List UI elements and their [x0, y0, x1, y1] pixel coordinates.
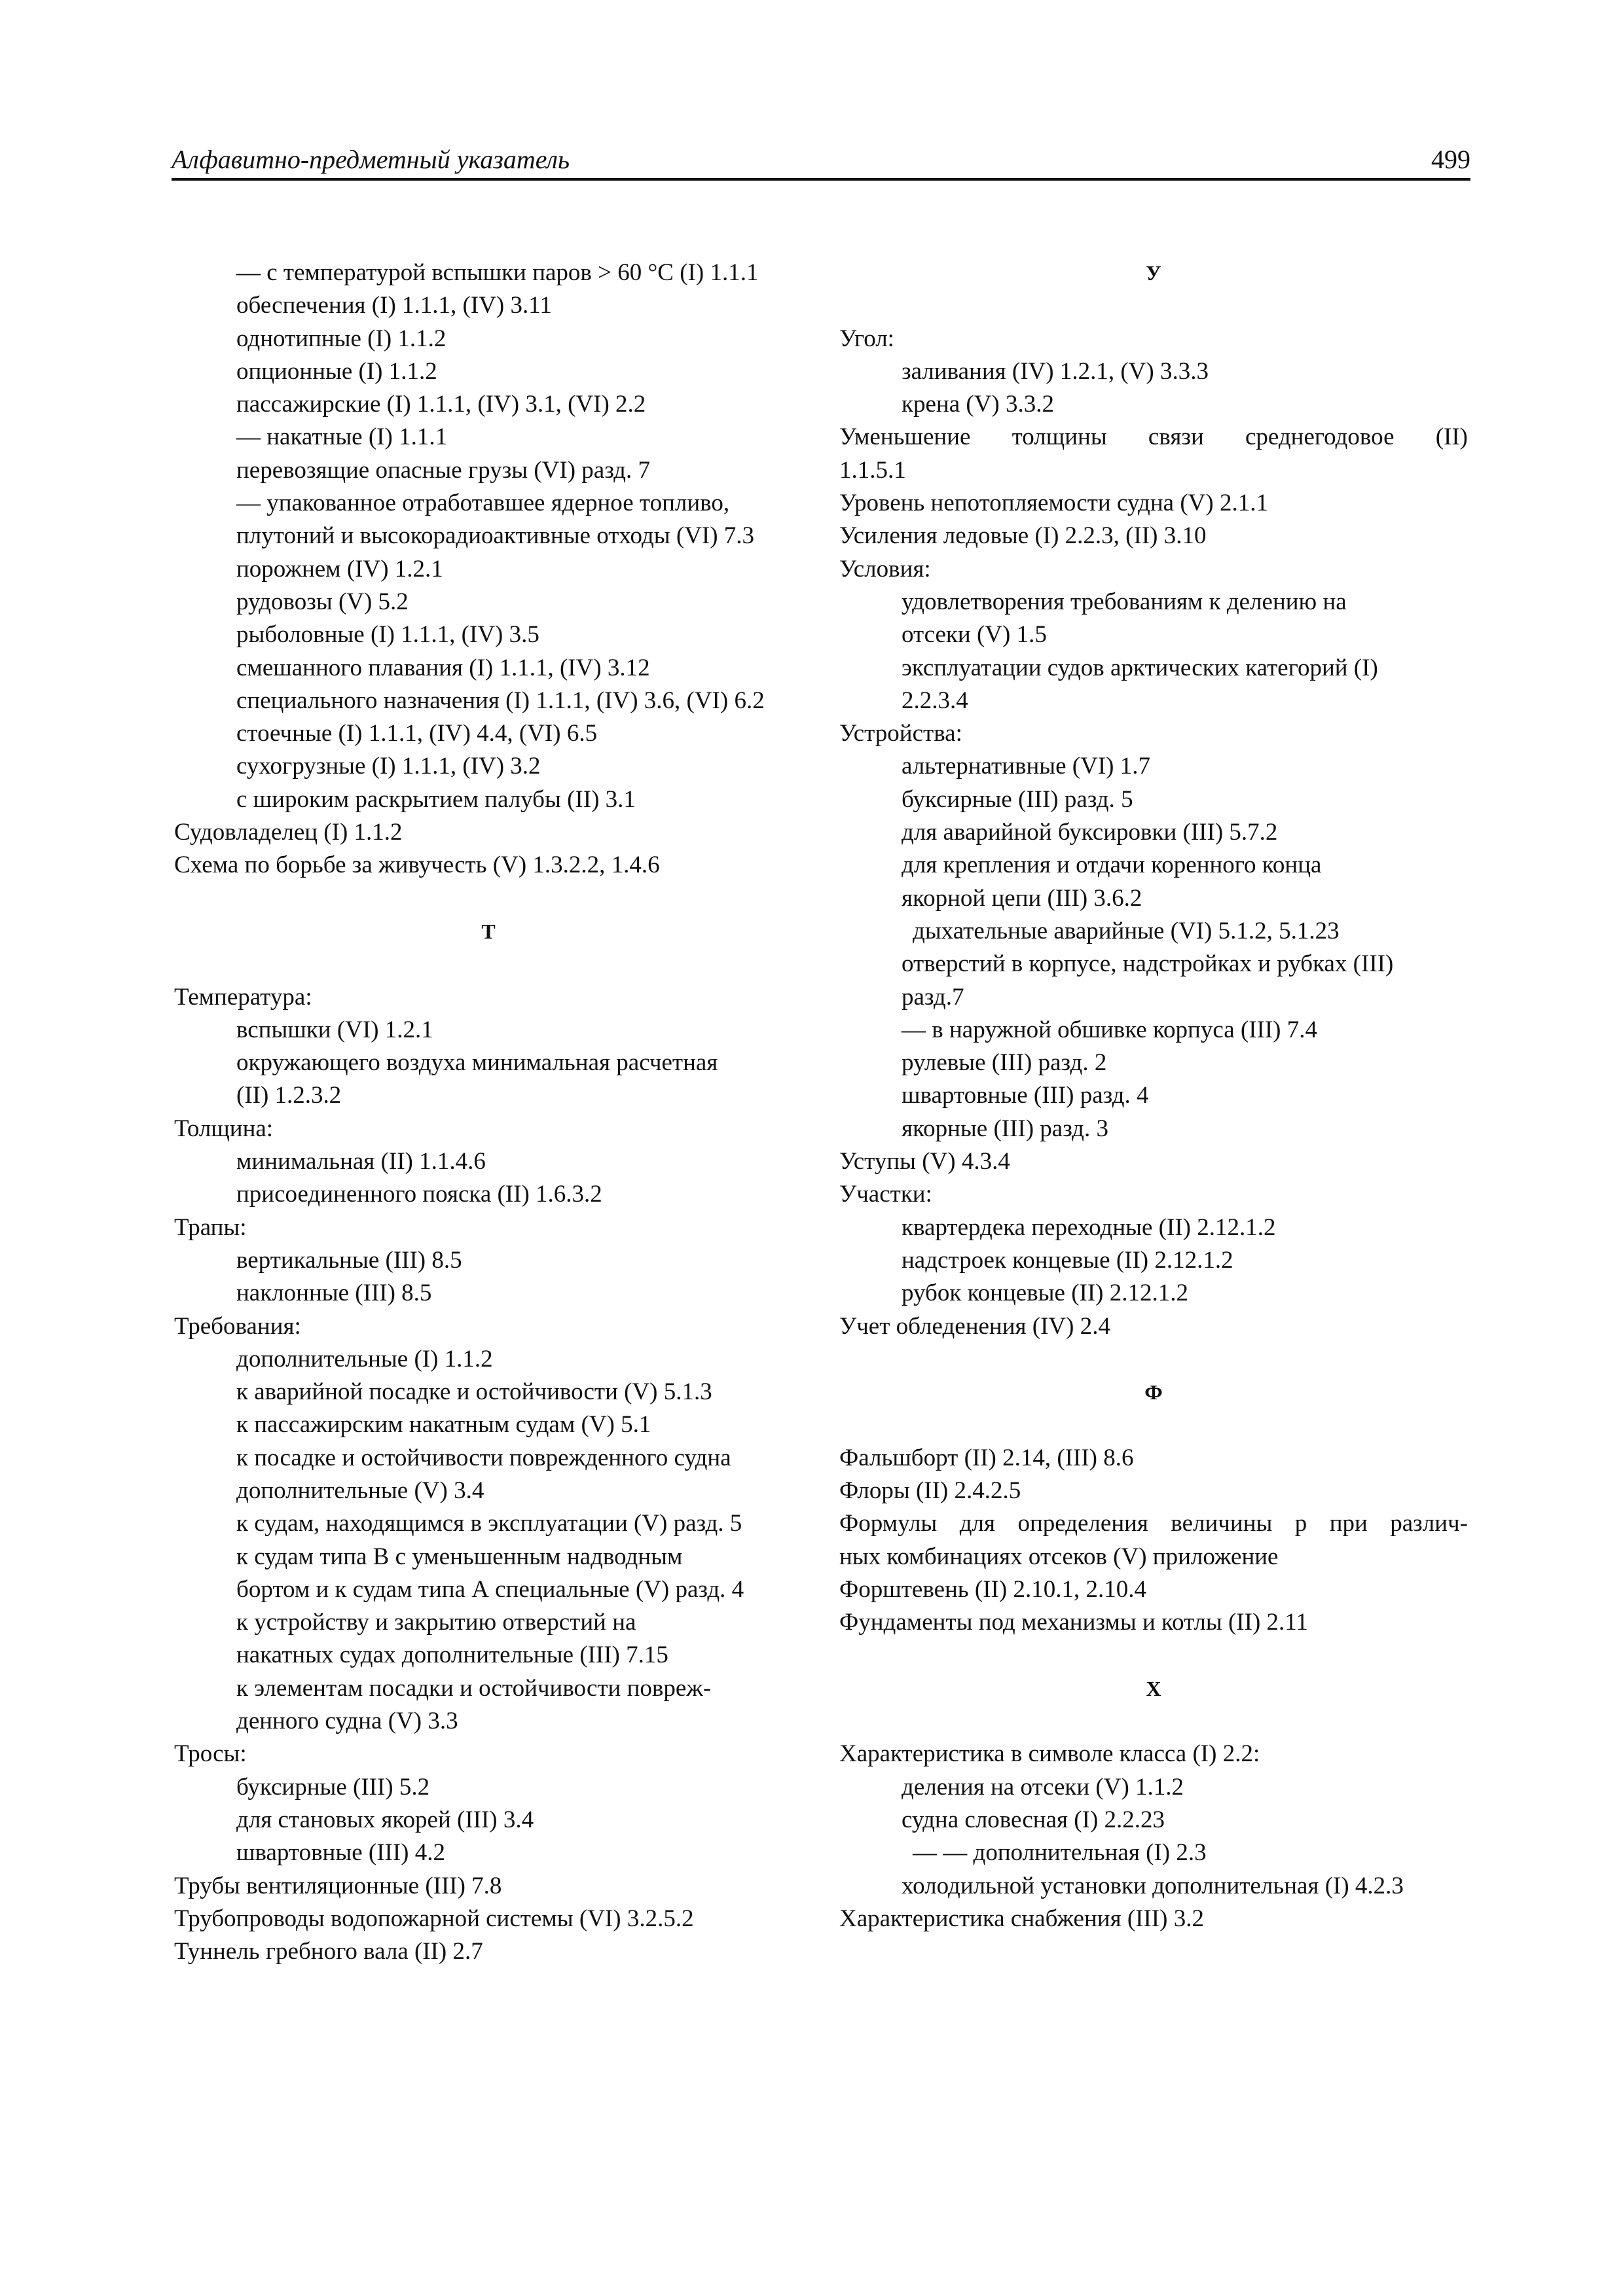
index-entry: Усиления ледовые (I) 2.2.3, (II) 3.10 [839, 522, 1207, 550]
index-entry: Туннель гребного вала (II) 2.7 [174, 1938, 483, 1965]
index-entry: Уровень непотопляемости судна (V) 2.1.1 [839, 490, 1268, 517]
index-entry: с широким раскрытием палубы (II) 3.1 [236, 785, 636, 813]
index-entry: Фальшборт (II) 2.14, (III) 8.6 [839, 1444, 1134, 1471]
index-entry: (II) 1.2.3.2 [236, 1082, 342, 1109]
index-entry: дополнительные (V) 3.4 [236, 1477, 484, 1504]
index-entry: отверстий в корпусе, надстройках и рубках (III) [902, 950, 1394, 978]
index-entry: Судовладелец (I) 1.1.2 [174, 819, 403, 846]
running-header [172, 141, 1470, 181]
header-title: Алфавитно-предметный указатель [172, 145, 570, 174]
section-letter-t: Т [481, 919, 496, 943]
left-column [174, 257, 803, 1968]
index-entry: — упакованное отработавшее ядерное топливо, [236, 490, 730, 517]
index-entry: заливания (IV) 1.2.1, (V) 3.3.3 [902, 357, 1209, 385]
page-number: 499 [1431, 145, 1470, 174]
index-entry: бортом и к судам типа А специальные (V) разд. 4 [236, 1575, 744, 1603]
index-entry: пассажирские (I) 1.1.1, (IV) 3.1, (VI) 2.2 [236, 391, 646, 418]
index-entry: отсеки (V) 1.5 [902, 621, 1047, 649]
index-entry: буксирные (III) разд. 5 [902, 785, 1133, 813]
index-entry: Характеристика снабжения (III) 3.2 [839, 1905, 1204, 1932]
index-entry: буксирные (III) 5.2 [236, 1773, 430, 1801]
index-entry: надстроек концевые (II) 2.12.1.2 [902, 1246, 1233, 1274]
index-entry: дыхательные аварийные (VI) 5.1.2, 5.1.23 [913, 917, 1340, 944]
index-entry: якорной цепи (III) 3.6.2 [902, 884, 1142, 912]
index-heading: Температура: [174, 983, 312, 1011]
index-heading: Толщина: [174, 1115, 274, 1142]
index-entry: Фундаменты под механизмы и котлы (II) 2.11 [839, 1609, 1308, 1636]
section-gap [839, 289, 1468, 322]
index-entry: к пассажирским накатным судам (V) 5.1 [236, 1411, 651, 1439]
index-entry: сухогрузные (I) 1.1.1, (IV) 3.2 [236, 753, 541, 780]
index-entry: якорные (III) разд. 3 [902, 1115, 1108, 1142]
index-heading: Требования: [174, 1312, 301, 1340]
index-entry: к элементам посадки и остойчивости повреж- [236, 1674, 712, 1702]
index-entry: минимальная (II) 1.1.4.6 [236, 1148, 486, 1175]
index-entry: однотипные (I) 1.1.2 [236, 325, 447, 352]
index-entry: Схема по борьбе за живучесть (V) 1.3.2.2, 1.4.6 [174, 852, 660, 879]
index-entry: наклонные (III) 8.5 [236, 1280, 432, 1307]
index-entry: судна словесная (I) 2.2.23 [902, 1806, 1165, 1833]
index-entry: для становых якорей (III) 3.4 [236, 1806, 534, 1833]
index-entry: — — дополнительная (I) 2.3 [913, 1839, 1207, 1867]
index-entry: перевозящие опасные грузы (VI) разд. 7 [236, 456, 650, 484]
index-entry: порожнем (IV) 1.2.1 [236, 555, 443, 583]
index-entry: — с температурой вспышки паров > 60 °С (I) 1.1.1 [236, 259, 759, 286]
index-entry: Трубопроводы водопожарной системы (VI) 3.2.5.2 [174, 1905, 694, 1932]
section-gap [839, 1639, 1468, 1672]
index-entry: квартердека переходные (II) 2.12.1.2 [902, 1213, 1276, 1241]
index-entry: холодильной установки дополнительная (I) 4.2.3 [902, 1872, 1404, 1899]
index-entry: рулевые (III) разд. 2 [902, 1049, 1107, 1077]
index-heading: Условия: [839, 555, 931, 583]
index-entry: к посадке и остойчивости поврежденного судна [236, 1444, 731, 1471]
index-entry: специального назначения (I) 1.1.1, (IV) 3.6, (VI) 6.2 [236, 687, 765, 714]
index-entry: Уступы (V) 4.3.4 [839, 1148, 1010, 1175]
index-entry: 2.2.3.4 [902, 687, 968, 714]
index-heading: Трапы: [174, 1213, 247, 1241]
index-entry: стоечные (I) 1.1.1, (IV) 4.4, (VI) 6.5 [236, 720, 598, 747]
index-entry: 1.1.5.1 [839, 456, 906, 484]
index-entry: Уменьшение толщины связи среднегодовое (II) [839, 423, 1468, 451]
index-entry: дополнительные (I) 1.1.2 [236, 1345, 493, 1372]
index-entry: швартовные (III) 4.2 [236, 1839, 445, 1867]
section-gap [839, 1705, 1468, 1738]
section-letter-f: Ф [1144, 1380, 1163, 1405]
index-heading: Угол: [839, 325, 894, 352]
index-entry: вертикальные (III) 8.5 [236, 1246, 462, 1274]
index-entry: опционные (I) 1.1.2 [236, 357, 437, 385]
index-heading: Тросы: [174, 1740, 247, 1768]
index-entry: к судам, находящимся в эксплуатации (V) разд. 5 [236, 1510, 742, 1537]
index-entry: для аварийной буксировки (III) 5.7.2 [902, 819, 1278, 846]
index-entry: Формулы для определения величины p при различ- [839, 1510, 1468, 1537]
index-entry: обеспечения (I) 1.1.1, (IV) 3.11 [236, 292, 552, 319]
index-entry: к аварийной посадке и остойчивости (V) 5.1.3 [236, 1378, 712, 1406]
index-heading: Участки: [839, 1181, 932, 1208]
index-entry: к судам типа В с уменьшенным надводным [236, 1543, 683, 1570]
section-gap [839, 1408, 1468, 1441]
section-letter-kh: Х [1146, 1676, 1161, 1700]
index-entry: плутоний и высокорадиоактивные отходы (VI) 7.3 [236, 522, 755, 550]
index-entry: для крепления и отдачи коренного конца [902, 852, 1322, 879]
section-letter-u: У [1146, 261, 1161, 285]
section-gap [174, 882, 803, 915]
index-entry: рыболовные (I) 1.1.1, (IV) 3.5 [236, 621, 539, 649]
index-entry: Флоры (II) 2.4.2.5 [839, 1477, 1021, 1504]
index-entry: альтернативные (VI) 1.7 [902, 753, 1150, 780]
index-entry: рубок концевые (II) 2.12.1.2 [902, 1280, 1188, 1307]
index-entry: смешанного плавания (I) 1.1.1, (IV) 3.12 [236, 654, 650, 681]
index-entry: крена (V) 3.3.2 [902, 391, 1054, 418]
right-column [839, 257, 1468, 1935]
index-entry: разд.7 [902, 983, 964, 1011]
index-entry: швартовные (III) разд. 4 [902, 1082, 1149, 1109]
index-entry: Форштевень (II) 2.10.1, 2.10.4 [839, 1575, 1146, 1603]
index-heading: Устройства: [839, 720, 962, 747]
index-entry: рудовозы (V) 5.2 [236, 588, 409, 615]
index-entry: Учет обледенения (IV) 2.4 [839, 1312, 1110, 1340]
index-entry: окружающего воздуха минимальная расчетная [236, 1049, 718, 1077]
index-heading: Характеристика в символе класса (I) 2.2: [839, 1740, 1260, 1768]
index-entry: — накатные (I) 1.1.1 [236, 423, 448, 451]
index-entry: присоединенного пояска (II) 1.6.3.2 [236, 1181, 602, 1208]
index-entry: Трубы вентиляционные (III) 7.8 [174, 1872, 502, 1899]
section-gap [839, 1343, 1468, 1376]
index-entry: эксплуатации судов арктических категорий (I) [902, 654, 1378, 681]
index-entry: денного судна (V) 3.3 [236, 1708, 458, 1735]
index-entry: деления на отсеки (V) 1.1.2 [902, 1773, 1184, 1801]
index-entry: — в наружной обшивке корпуса (III) 7.4 [902, 1016, 1317, 1043]
index-entry: накатных судах дополнительные (III) 7.15 [236, 1641, 668, 1669]
index-entry: к устройству и закрытию отверстий на [236, 1609, 636, 1636]
index-entry: вспышки (VI) 1.2.1 [236, 1016, 433, 1043]
index-entry: удовлетворения требованиям к делению на [902, 588, 1347, 615]
section-gap [174, 948, 803, 980]
index-entry: ных комбинациях отсеков (V) приложение [839, 1543, 1279, 1570]
